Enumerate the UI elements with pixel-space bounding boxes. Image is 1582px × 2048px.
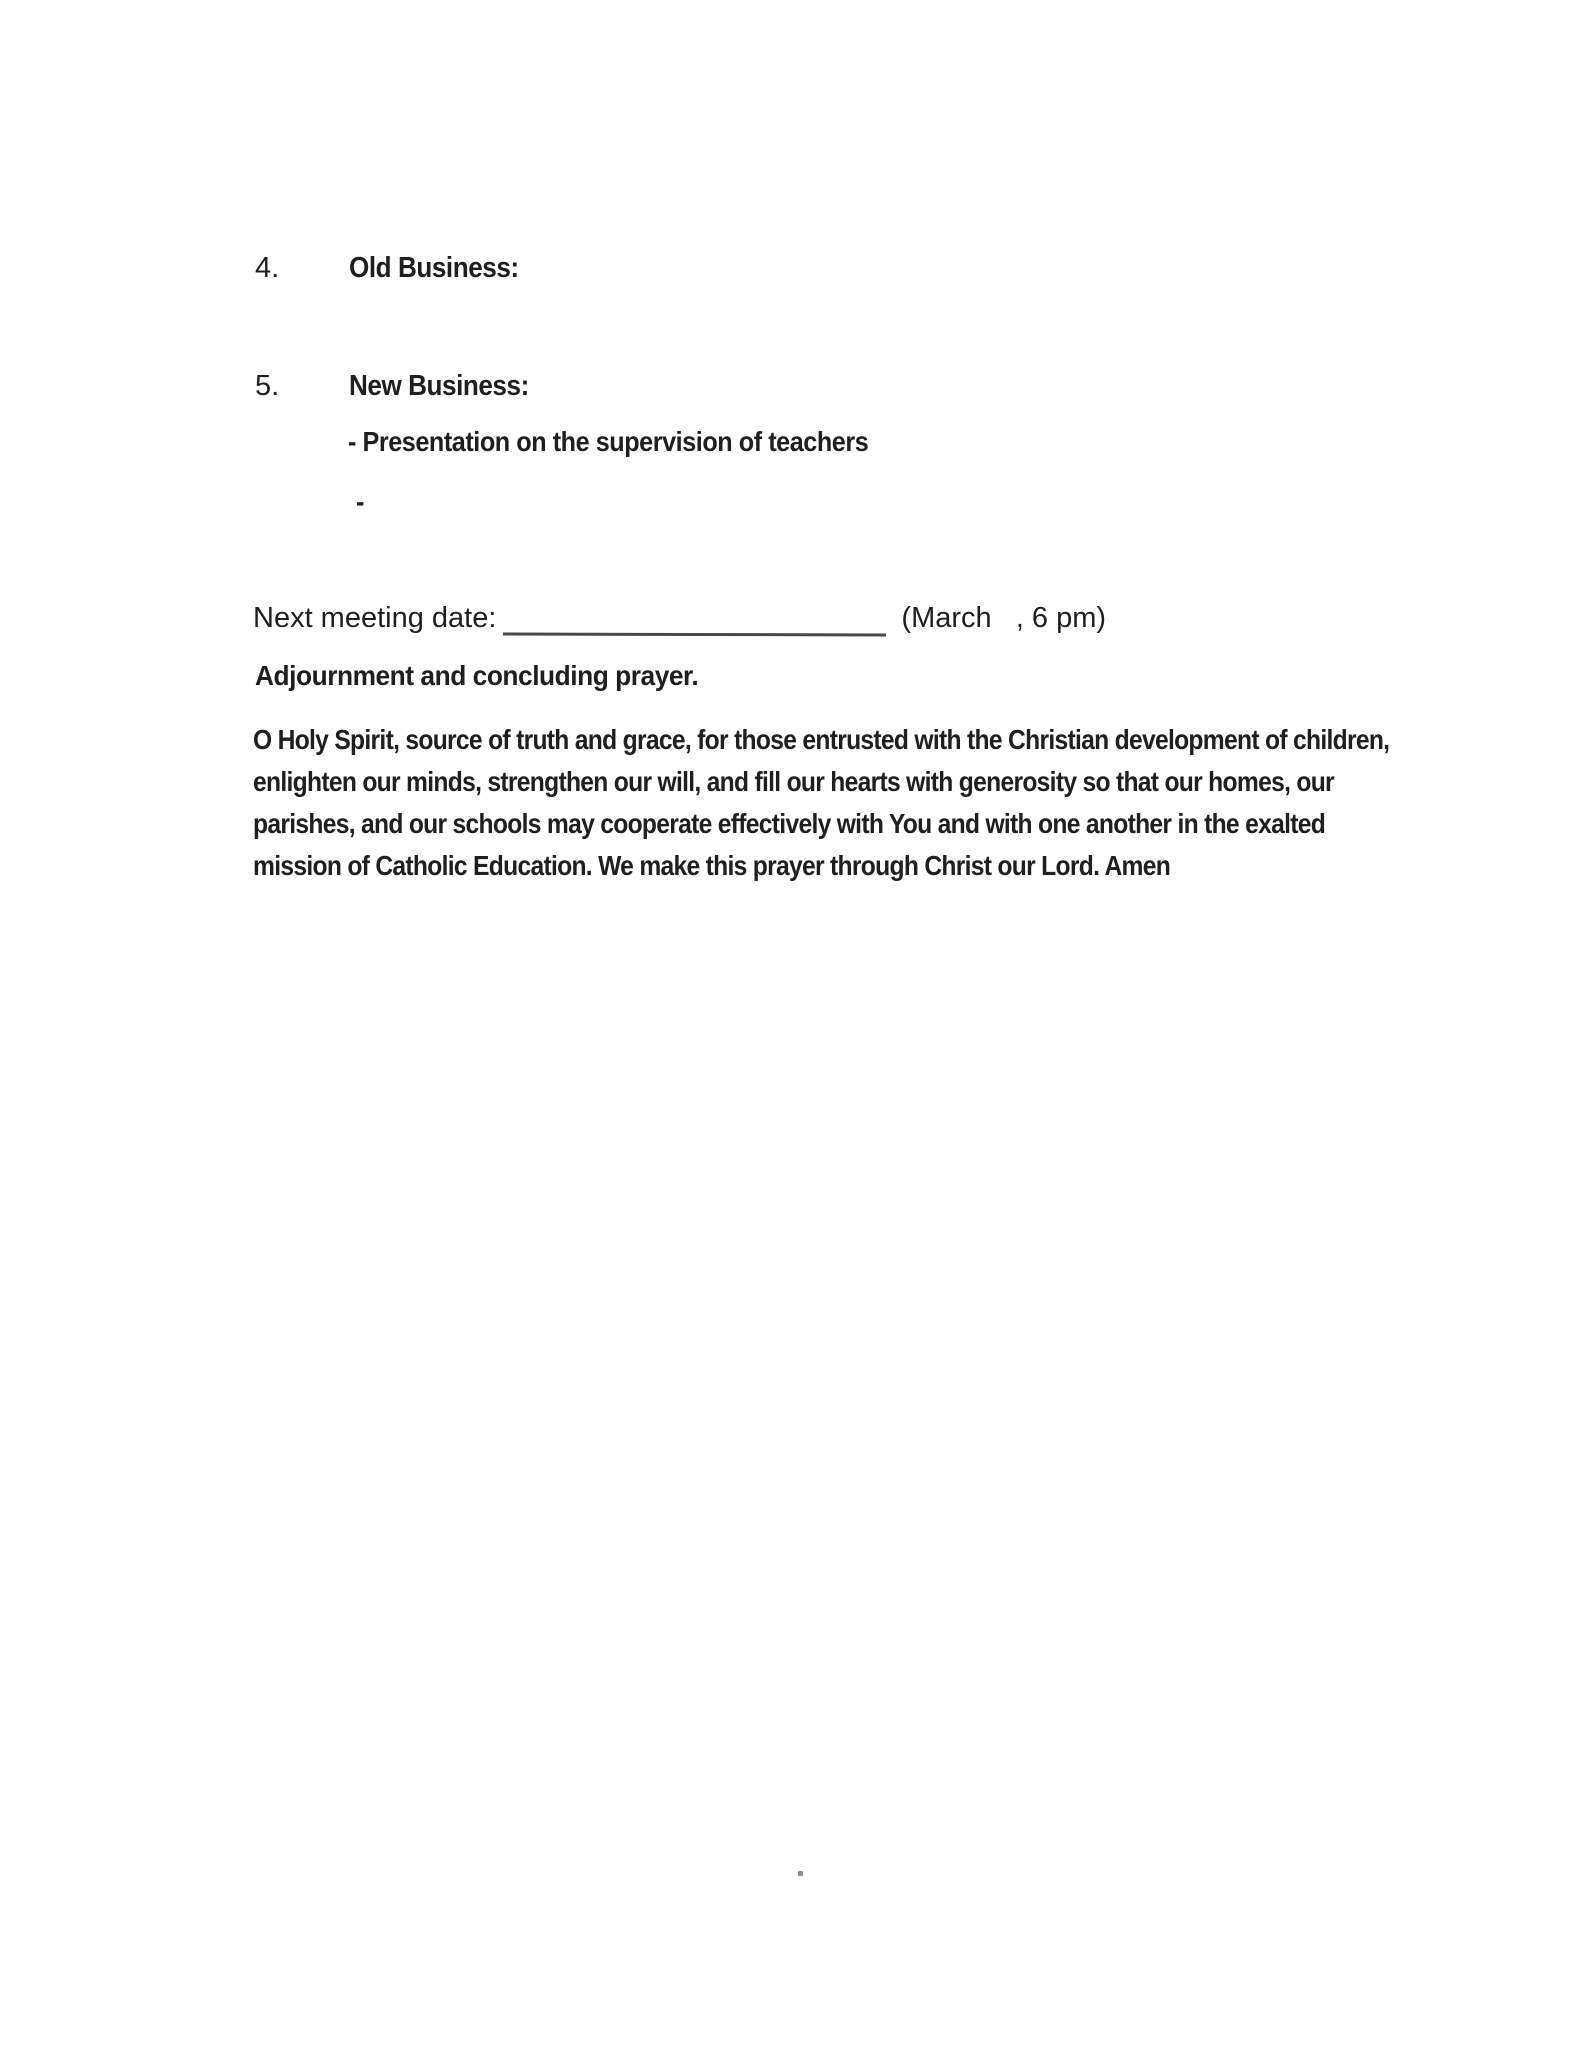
agenda-item-number: 5. — [255, 370, 280, 402]
agenda-item-new-business — [255, 368, 549, 404]
new-business-bullet-empty: - — [356, 486, 364, 517]
scan-artifact-dot — [798, 1871, 803, 1876]
new-business-bullet-presentation: - Presentation on the supervision of teachers — [348, 426, 869, 457]
next-meeting-label: Next meeting date: — [253, 602, 497, 634]
prayer-line: mission of Catholic Education. We make this prayer through Christ our Lord. Amen — [253, 850, 1171, 881]
next-meeting-date-blank-line — [503, 599, 886, 636]
prayer-line: parishes, and our schools may cooperate effectively with You and with one another in the exalted — [253, 808, 1326, 839]
next-meeting-note: (March , 6 pm) — [901, 602, 1107, 634]
adjournment-heading: Adjournment and concluding prayer. — [255, 660, 699, 691]
prayer-line: O Holy Spirit, source of truth and grace, for those entrusted with the Christian development of children, — [253, 724, 1390, 755]
prayer-line: enlighten our minds, strengthen our will, and fill our hearts with generosity so that our homes, our — [253, 766, 1334, 797]
agenda-item-old-business — [255, 250, 538, 286]
agenda-item-label: New Business: — [349, 370, 529, 402]
agenda-item-label: Old Business: — [349, 252, 519, 284]
agenda-item-number: 4. — [255, 252, 280, 284]
next-meeting-row — [253, 600, 1106, 636]
closing-prayer-paragraph — [253, 719, 1389, 887]
